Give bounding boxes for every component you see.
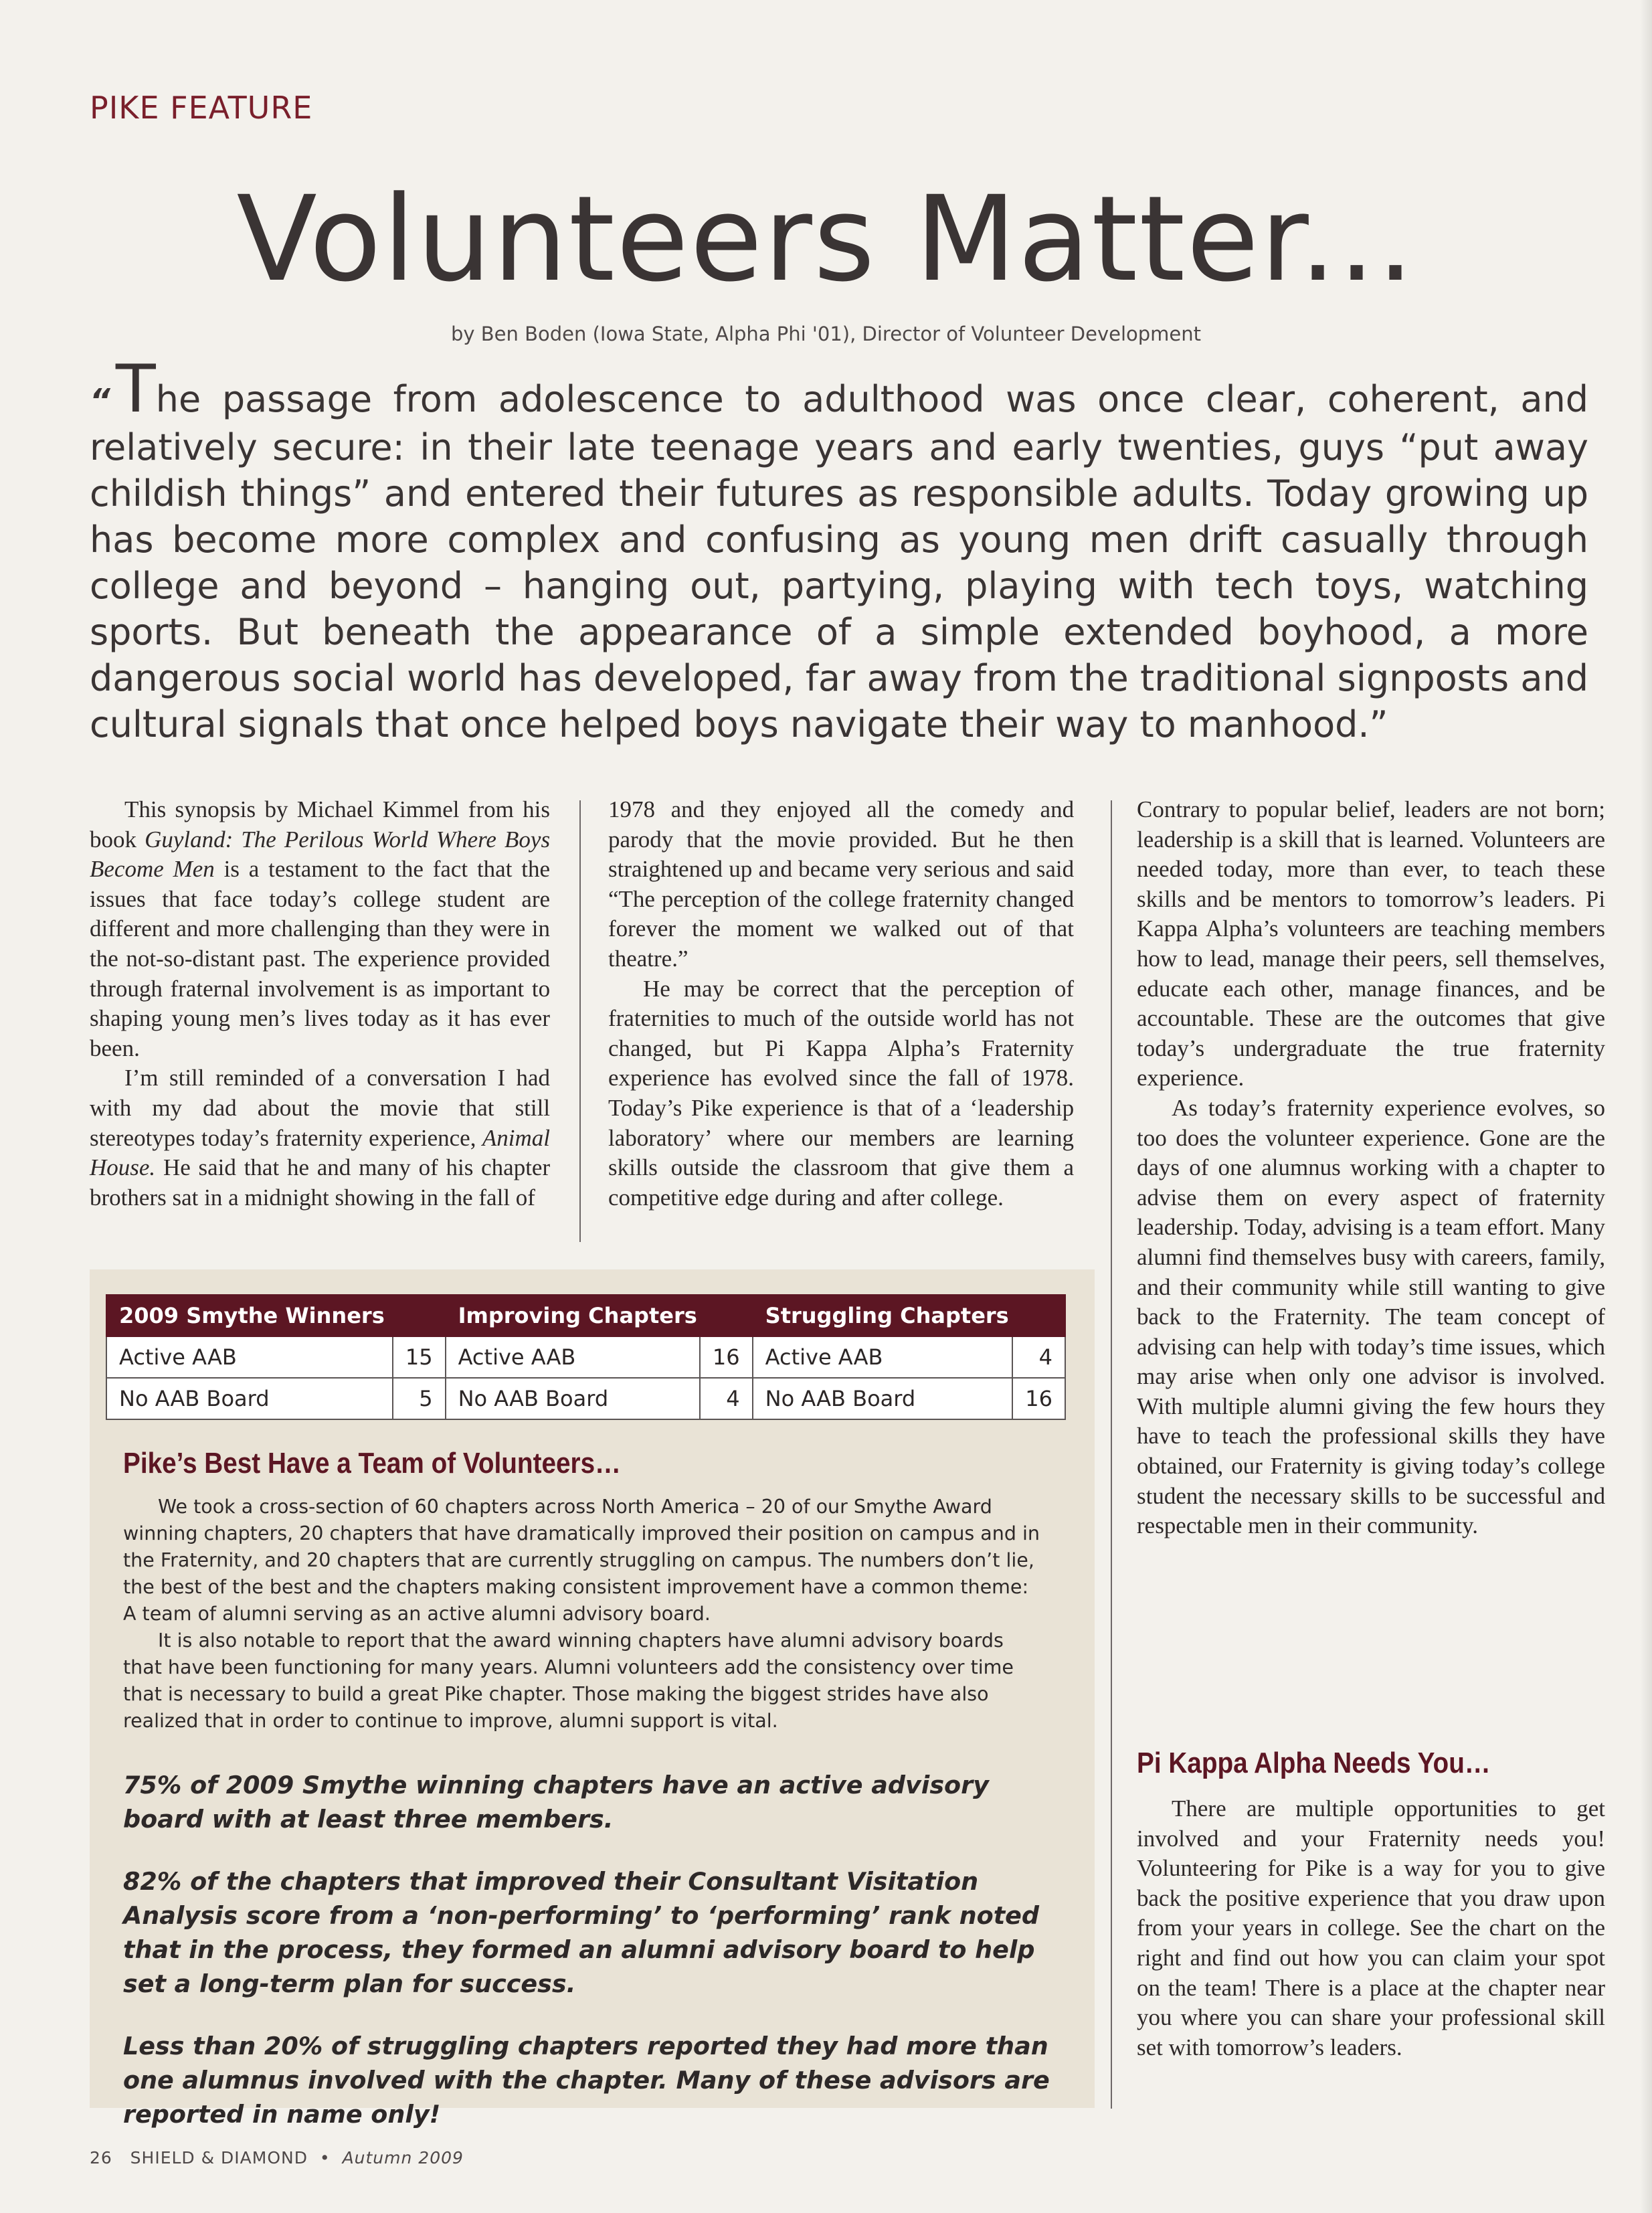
pull-quote <box>90 351 1588 747</box>
body-column-3 <box>1137 795 1605 1541</box>
row-label: Active AAB <box>753 1336 1013 1378</box>
cell-value: 15 <box>393 1336 446 1378</box>
body-column-1 <box>90 795 550 1213</box>
quote-mark: “ <box>90 382 110 420</box>
sidebar-facts <box>123 1768 1060 2159</box>
table-header: 2009 Smythe Winners <box>106 1295 446 1336</box>
row-label: Active AAB <box>446 1336 700 1378</box>
needs-heading: Pi Kappa Alpha Needs You… <box>1137 1747 1491 1779</box>
cell-value: 16 <box>700 1336 753 1378</box>
cell-value: 4 <box>1012 1336 1065 1378</box>
body-paragraph: As today’s fraternity experience evolves, so too does the volunteer experience. Gone are the days of one alumnus working with a chapter to advise them on every aspect of fraternity leadership. Today, advising is a team effort. Many alumni find themselves busy with careers, family, and their community while still wanting to give back to the Fraternity. The team concept of advising can help with today’s time issues, which may arise when only one advisor is involved. With multiple alumni giving the few hours they have to teach the professional skills they have obtained, our Fraternity is giving today’s college student the necessary skills to be successful and respectable men in their community. <box>1137 1094 1606 1539</box>
table-row <box>106 1378 1065 1419</box>
table-header-row <box>106 1295 1065 1336</box>
column-divider <box>579 800 581 1242</box>
body-column-2 <box>608 795 1074 1213</box>
sidebar-paragraph: We took a cross-section of 60 chapters across North America – 20 of our Smythe Award winning chapters, 20 chapters that have dramatically improved their position on campus and in the Fraternity, and 20 chapters that are currently struggling on campus. The numbers don’t lie, the best of the best and the chapters making consistent improvement have a common theme: A team of alumni serving as an active alumni advisory board. <box>123 1496 1040 1625</box>
table-header: Improving Chapters <box>446 1295 753 1336</box>
pull-quote-text: he passage from adolescence to adulthood was once clear, coherent, and relatively secure: in their late teenage years and early twenties, guys “put away childish things” and entered their futures as responsible adults. Today growing up has become more complex and confusing as young men drift casually through college and beyond – hanging out, partying, playing with tech toys, watching sports. But beneath the appearance of a simple extended boyhood, a more dangerous social world has developed, far away from the traditional signposts and cultural signals that once helped boys navigate their way to manhood.” <box>90 378 1588 745</box>
sidebar-paragraph: It is also notable to report that the award winning chapters have alumni advisory boards that have been functioning for many years. Alumni volunteers add the consistency over time that is necessary to build a great Pike chapter. Those making the biggest strides have also realized that in order to continue to improve, alumni support is vital. <box>123 1629 1014 1732</box>
advisory-board-table <box>106 1294 1066 1420</box>
body-paragraph: 1978 and they enjoyed all the comedy and parody that the movie provided. But he then straightened up and became very serious and said “The perception of the college fraternity changed forever the moment we walked out of that theatre.” <box>608 796 1075 972</box>
body-paragraph: Contrary to popular belief, leaders are not born; leadership is a skill that is learned. Volunteers are needed today, more than ever, to teach these skills and be mentors to tomorrow’s leaders. Pi Kappa Alpha’s volunteers are teaching members how to lead, manage their peers, sell themselves, educate each other, manage finances, and be accountable. These are the outcomes that give today’s undergraduate the true fraternity experience. <box>1137 796 1606 1091</box>
row-label: No AAB Board <box>753 1378 1013 1419</box>
table-header: Struggling Chapters <box>753 1295 1065 1336</box>
fact-item: 82% of the chapters that improved their Consultant Visitation Analysis score from a ‘non-performing’ to ‘performing’ rank noted that in the process, they formed an alumni advisory board to help set a long-term plan for success. <box>123 1867 1040 1998</box>
body-paragraph: I’m still reminded of a conversation I had with my dad about the movie that still stereotypes today’s fraternity experience, Animal House. He said that he and many of his chapter brothers sat in a midnight showing in the fall of <box>90 1065 551 1211</box>
folio <box>90 2148 464 2167</box>
column-divider <box>1111 800 1112 2109</box>
page-number: 26 <box>90 2148 112 2167</box>
cell-value: 16 <box>1012 1378 1065 1419</box>
sidebar-heading: Pike’s Best Have a Team of Volunteers… <box>123 1447 621 1480</box>
table-row <box>106 1336 1065 1378</box>
cell-value: 4 <box>700 1378 753 1419</box>
sidebar-body <box>123 1494 1046 1735</box>
cell-value: 5 <box>393 1378 446 1419</box>
folio-separator: • <box>319 2148 331 2167</box>
issue-date: Autumn 2009 <box>342 2148 464 2167</box>
body-paragraph: He may be correct that the perception of fraternities to much of the outside world has not changed, but Pi Kappa Alpha’s Fraternity experience has evolved since the fall of 1978. Today’s Pike experience is that of a ‘leadership laboratory’ where our members are learning skills outside the classroom that give them a competitive edge during and after college. <box>608 975 1075 1211</box>
fact-item: 75% of 2009 Smythe winning chapters have an active advisory board with at least three members. <box>123 1771 989 1834</box>
page-edge-shadow <box>1640 0 1652 2213</box>
page-title: Volunteers Matter... <box>236 171 1416 308</box>
body-paragraph: This synopsis by Michael Kimmel from his book Guyland: The Perilous World Where Boys Become Men is a testament to the fact that the issues that face today’s college student are different and more challenging than they were in the not-so-distant past. The experience provided through fraternal involvement is as important to shaping young men’s lives today as it has ever been. <box>90 796 551 1061</box>
section-label: PIKE FEATURE <box>90 90 313 126</box>
needs-paragraph: There are multiple opportunities to get involved and your Fraternity needs you! Volunteering for Pike is a way for you to give back the positive experience that you draw upon from your years in college. See the chart on the right and find out how you can claim your spot on the team! There is a place at the chapter near you where you can share your professional skill set with tomorrow’s leaders. <box>1137 1795 1605 2060</box>
drop-cap: T <box>115 351 156 428</box>
fact-item: Less than 20% of struggling chapters reported they had more than one alumnus involved with the chapter. Many of these advisors are reported in name only! <box>123 2032 1050 2129</box>
byline: by Ben Boden (Iowa State, Alpha Phi '01), Director of Volunteer Development <box>450 323 1202 345</box>
needs-body <box>1137 1794 1605 2062</box>
row-label: No AAB Board <box>106 1378 393 1419</box>
row-label: Active AAB <box>106 1336 393 1378</box>
magazine-name: SHIELD & DIAMOND <box>130 2148 308 2167</box>
row-label: No AAB Board <box>446 1378 700 1419</box>
